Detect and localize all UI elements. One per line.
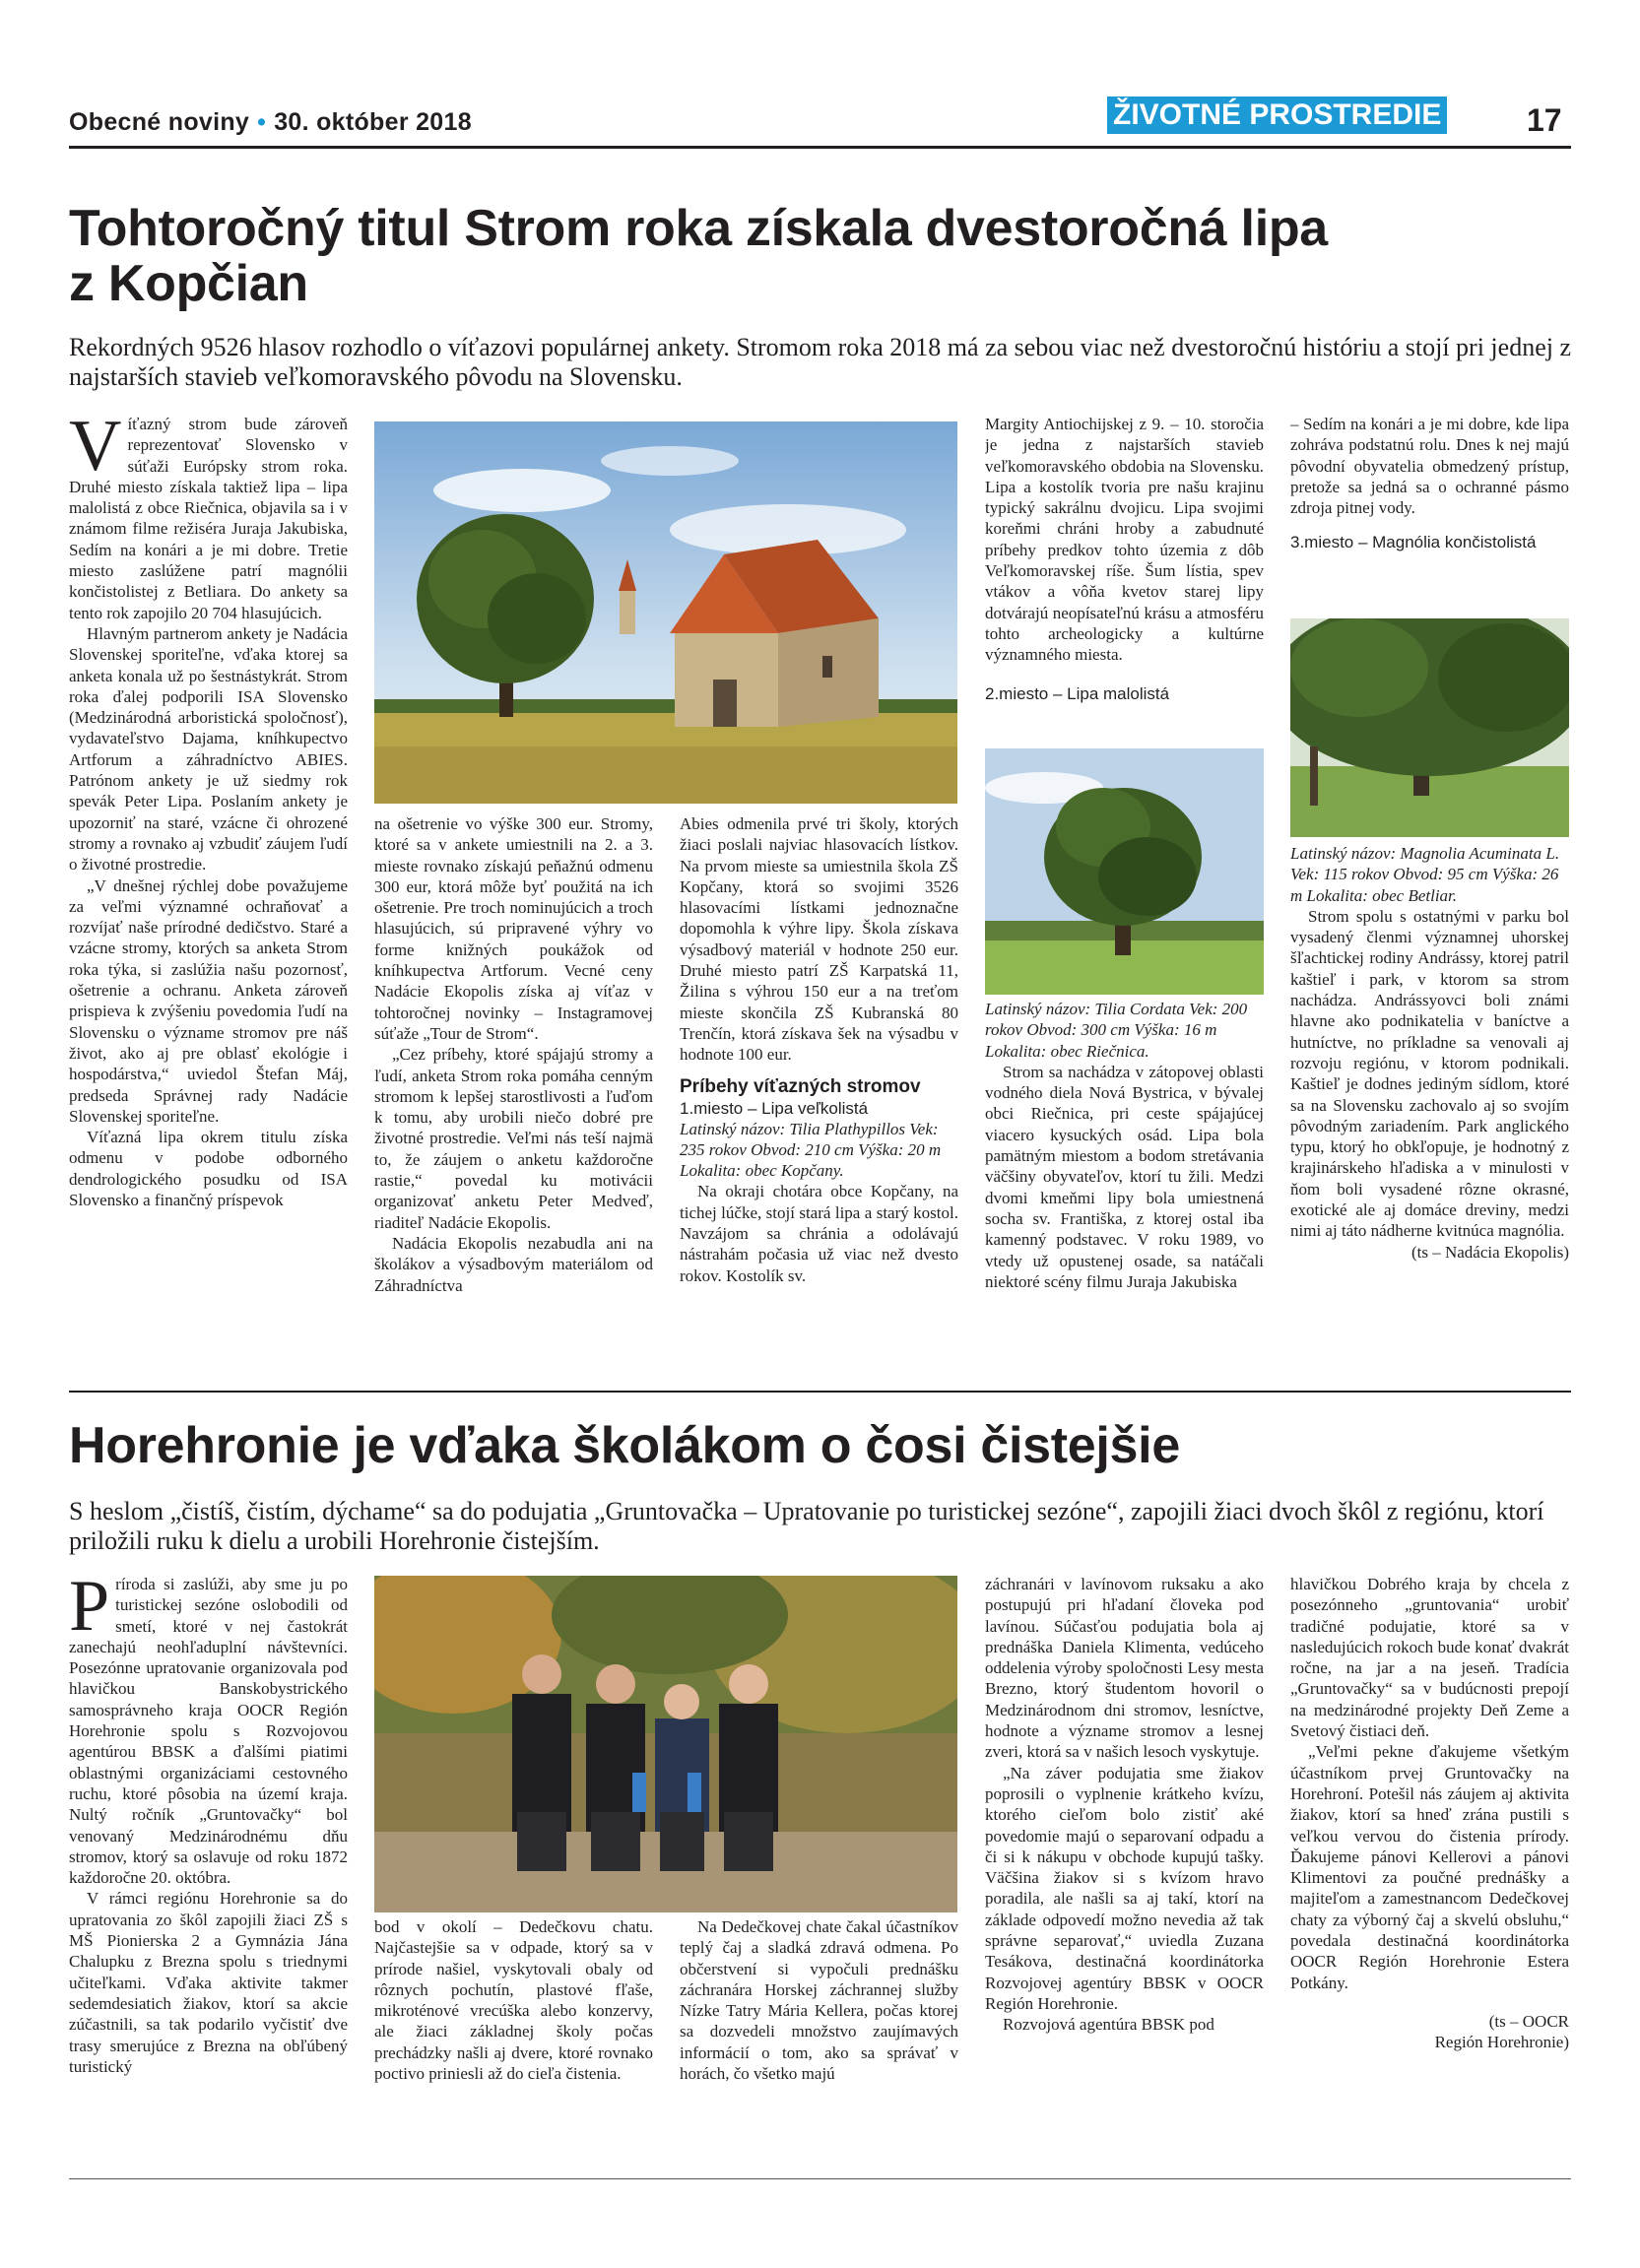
article2-column3 <box>680 1916 958 2165</box>
paragraph: Príroda si zaslúži, aby sme ju po turistickej sezóne oslobodili od smetí, ktoré v nej častokrát zanechajú neohľaduplní návštevníci. Posezónne upratovanie organizovala pod hlavičkou Banskobystrického samosprávneho kraja OOCR Región Horehronie spolu s Rozvojovou agentúrou BBSK a ďalšími piatimi oblastnými organizáciami cestovného ruchu, ktoré pôsobia na území kraja. Nultý ročník „Gruntovačky“ bol venovaný Medzinárodnému dňu stromov, ktorý sa oslavuje od roku 1872 každoročne 20. októbra. <box>69 1574 348 1888</box>
article2-lead: S heslom „čistíš, čistím, dýchame“ sa do podujatia „Gruntovačka – Upratovanie po turistickej sezóne“, zapojili žiaci dvoch škôl z regiónu, ktorí priložili ruku k dielu a urobili Horehronie čistejším. <box>69 1497 1544 1555</box>
page-number: 17 <box>1527 102 1562 138</box>
article1-column4-bottom <box>985 999 1264 1379</box>
paper-name: Obecné noviny <box>69 108 250 136</box>
linden-riecnica-photo <box>985 748 1264 995</box>
header-rule <box>69 146 1571 149</box>
paragraph: Na okraji chotára obce Kopčany, na tichej lúčke, stojí stará lipa a starý kostol. Navzájom sa chránia a odolávajú nástrahám počasia už viac než dvesto rokov. Kostolík sv. <box>680 1182 958 1285</box>
article2-headline: Horehronie je vďaka školákom o čosi čistejšie <box>69 1417 1180 1474</box>
paragraph: „Cez príbehy, ktoré spájajú stromy a ľudí, anketa Strom roka pomáha cenným stromom k lepšej starostlivosti a ľuďom k tomu, aby urobili niečo dobré pre životné prostredie. Veľmi nás teší najmä to, že záujem o anketu každoročne rastie,“ povedal ku motivácii organizovať anketu Peter Medveď, riaditeľ Nadácie Ekopolis. <box>374 1045 653 1232</box>
bottom-rule <box>69 2178 1571 2179</box>
credit: (ts – Nadácia Ekopolis) <box>1410 1242 1569 1262</box>
masthead <box>69 108 472 137</box>
separator-dot: • <box>257 108 267 136</box>
paragraph: Strom spolu s ostatnými v parku bol vysadený členmi významnej uhorskej šľachtickej rodiny Andrássy, ktorej patril kaštieľ i park, v ktorom sa strom nachádza. Andrássyovci boli známi hlavne ako podnikatelia v baníctve a hutníctve, no príkladne sa venovali aj rozvoju regiónu, v ktorom podnikali. Kaštieľ je dodnes jediným sídlom, ktoré sa na Slovensku zachovalo aj so svojím pôvodným zariadením. Park anglického typu, ktorý ho obkľopuje, je hodnotný z krajinárskeho hľadiska a v minulosti v ňom boli vysadené rôzne okrasné, exotické ale aj domáce dreviny, medzi nimi aj táto nádherne kvitnúca magnólia. <box>1290 906 1569 1241</box>
paragraph: hlavičkou Dobrého kraja by chcela z posezónneho „gruntovania“ urobiť tradičné podujatie, ktoré sa v nasledujúcich rokoch bude konať dvakrát ročne, na jar a na jeseň. Tradícia „Gruntovačky“ sa v budúcnosti prepojí na medzinárodné projekty Deň Zeme a Svetový čistiaci deň. <box>1290 1575 1569 1741</box>
paragraph: Víťazná lipa okrem titulu získa odmenu v podobe odborného dendrologického posudku od ISA Slovensko a finančný príspevok <box>69 1128 348 1209</box>
headline-line1: Tohtoročný titul Strom roka získala dvestoročná lipa <box>69 200 1328 257</box>
article1-headline <box>69 201 1546 311</box>
place-label-1: 1.miesto – Lipa veľkolistá <box>680 1098 869 1118</box>
article1-column4-top <box>985 414 1264 709</box>
tree-caption-2: Latinský názov: Tilia Cordata Vek: 200 rokov Obvod: 300 cm Výška: 16 m Lokalita: obec Riečnica. <box>985 1000 1248 1061</box>
paragraph: „Na záver podujatia sme žiakov poprosili o vyplnenie krátkeho kvízu, ktorého cieľom bolo zistiť aké povedomie majú o separovaní odpadu a či si k nákupu v obchode kupujú tašky. Väčšina žiakov si s kvízom hravo poradila, ale našli sa aj takí, ktorí na základe odpovedí možno nevedia až tak správne separovať,“ uviedla Zuzana Tesákova, destinačná koordinátorka Rozvojovej agentúry BBSK v OOCR Región Horehronie. <box>985 1763 1264 2013</box>
article1-column1 <box>69 414 348 1379</box>
article-separator <box>69 1391 1571 1393</box>
paragraph: „Veľmi pekne ďakujeme všetkým účastníkom prvej Gruntovačky na Horehroní. Potešil nás záujem aj aktivita žiakov, ktorí sa hneď zrána pustili s veľkou vervou do čistenia prírody. Ďakujeme pánovi Kellerovi a pánovi Klimentovi za poučné prednášky a majiteľom a zamestnancom Dedečkovej chaty za výborný čaj a skvelú obsluhu,“ povedala destinačná koordinátorka OOCR Región Horehronie Estera Potkány. <box>1290 1742 1569 1992</box>
article1-column3 <box>680 813 958 1379</box>
paragraph: V rámci regiónu Horehronie sa do upratovania zo škôl zapojili žiaci ZŠ s MŠ Pionierska 2 a Gymnázia Jána Chalupku z Brezna spolu s triednymi učiteľkami. Vďaka aktivite takmer sedemdesiatich žiakov, ktorí sa akcie zúčastnili, sa tak podarilo vyčistiť dve trasy smerujúce z Brezna na obľúbený turistický <box>69 1889 348 2076</box>
paragraph: Nadácia Ekopolis nezabudla ani na školákov a výsadbovým materiálom od Záhradníctva <box>374 1233 653 1295</box>
article2-column2 <box>374 1916 653 2165</box>
subheading: Príbehy víťazných stromov <box>680 1075 921 1097</box>
article1-column2 <box>374 813 653 1379</box>
paragraph: Margity Antiochijskej z 9. – 10. storočia je jedna z najstarších stavieb veľkomoravského obdobia na Slovensku. Lipa a kostolík tvoria pre našu krajinu typický sakrálnu dvojicu. Lipa svojimi koreňmi chráni hroby a zabudnuté príbehy predkov tohto územia z dôb Veľkomoravskej ríše. Šum lístia, spev vtákov a vôňa kvetov starej lipy dotvárajú neopísateľnú krásu a atmosféru tohto archeologicky a kultúrne významného miesta. <box>985 415 1264 665</box>
article2-column1 <box>69 1574 348 2165</box>
paragraph: bod v okolí – Dedečkovu chatu. Najčastejšie sa v odpade, ktorý sa v prírode našiel, vyskytovali obaly od rôznych pochutín, plastové fľaše, mikroténové vrecúška alebo konzervy, ale žiaci základnej školy počas prechádzky našli aj dvere, ktoré rovnako poctivo priniesli až do cieľa čistenia. <box>374 1917 653 2084</box>
paragraph: Víťazný strom bude zároveň reprezentovať Slovensko v súťaži Európsky strom roka. Druhé miesto získala taktiež lipa – lipa malolistá z obce Riečnica, objavila sa i v známom filme režiséra Juraja Jakubiska, Sedím na konári a je mi dobre. Tretie miesto zaslúžene patrí magnólii končistolistej z Betliara. Do ankety sa tento rok zapojilo 20 704 hlasujúcich. <box>69 414 348 622</box>
dropcap: V <box>69 414 122 486</box>
tree-caption-1: Latinský názov: Tilia Plathypillos Vek: 235 rokov Obvod: 210 cm Výška: 20 m Lokalita: obec Kopčany. <box>680 1119 942 1181</box>
paragraph: Rozvojová agentúra BBSK pod <box>1003 2015 1214 2035</box>
tree-caption-3: Latinský názov: Magnolia Acuminata L. Vek: 115 rokov Obvod: 95 cm Výška: 26 m Lokalita: obec Betliar. <box>1290 844 1560 905</box>
dropcap: P <box>69 1574 110 1647</box>
article1-column5-bottom <box>1290 843 1569 1379</box>
paragraph: Hlavným partnerom ankety je Nadácia Slovenskej sporiteľne, vďaka ktorej sa anketa konala už po šestnástykrát. Strom roka ďalej podporili ISA Slovensko (Medzinárodná arboristická spoločnosť), vydavateľstvo Dajama, kníhkupectvo Artforum a záhradníctvo ABIES. Patrónom ankety je už siedmy rok spevák Peter Lipa. Poslaním ankety je upozorniť na staré, vzácne či ohrozené stromy a rovnako aj vzbudiť záujem ľudí o životné prostredie. <box>69 623 348 875</box>
paragraph: Strom sa nachádza v zátopovej oblasti vodného diela Nová Bystrica, v bývalej obci Riečnica, pri ceste spájajúcej viacero kysuckých osád. Lipa bola pamätným miestom a bodom stretávania väčšiny obyvateľov, ktorí tu žili. Medzi dvomi kmeňmi lipy bola umiestnená socha sv. Františka, z ktorej ostal iba kamenný podstavec. V roku 1989, vo vtedy už opustenej osade, sa natáčali niektoré scény filmu Juraja Jakubiska <box>985 1062 1264 1291</box>
place-label-3: 3.miesto – Magnólia končistolistá <box>1290 533 1537 552</box>
paragraph: – Sedím na konári a je mi dobre, kde lipa zohráva podstatnú rolu. Dnes k nej majú pôvodní obyvatelia obmedzený prístup, pretože sa jedná sa o ochranné pásmo zdroja pitnej vody. <box>1290 415 1569 518</box>
church-linden-photo <box>374 421 957 804</box>
paragraph: Abies odmenila prvé tri školy, ktorých žiaci poslali najviac hlasovacích lístkov. Na prvom mieste sa umiestnila škola ZŠ Kopčany, ktorá so svojimi 3526 hlasovacími lístkami jednoznačne dopomohla k výhre lipy. Škola získava výsadbový materiál v hodnote 250 eur. Druhé miesto patrí ZŠ Karpatská 11, Žilina s výhrou 150 eur a na treťom mieste skončila ZŠ Kubranská 80 Trenčín, ktorá získava šek na výsadbu v hodnote 100 eur. <box>680 814 958 1065</box>
issue-date: 30. október 2018 <box>274 108 472 136</box>
magnolia-betliar-photo <box>1290 618 1569 837</box>
credit-line2: Región Horehronie) <box>1434 2033 1569 2052</box>
students-group-photo <box>374 1576 957 1912</box>
credit-line1: (ts – OOCR <box>1488 2011 1569 2031</box>
article2-column5 <box>1290 1574 1569 2165</box>
paragraph: Na Dedečkovej chate čakal účastníkov teplý čaj a sladká zdravá odmena. Po občerstvení si vypočuli prednášku záchranára Horskej záchrannej služby Nízke Tatry Mária Kellera, počas ktorej sa dozvedeli množstvo zaujímavých informácií o tom, ako sa správať v horách, čo všetko majú <box>680 1917 958 2084</box>
article2-column4 <box>985 1574 1264 2165</box>
section-label: ŽIVOTNÉ PROSTREDIE <box>1107 97 1447 134</box>
article1-column5-top <box>1290 414 1569 620</box>
paragraph: „V dnešnej rýchlej dobe považujeme za veľmi významné ochraňovať a rozvíjať naše prírodné dedičstvo. Staré a vzácne stromy, ktorých sa anketa Strom roka týka, si zaslúžia našu pozornosť, ošetrenie a ochranu. Anketa zároveň prispieva k zvýšeniu povedomia ľudí na Slovensku o význame stromov pre náš život, ako aj pre oblasť ekológie i hospodárstva,“ uviedol Štefan Máj, predseda Správnej rady Nadácie Slovenskej sporiteľne. <box>69 875 348 1126</box>
article1-lead: Rekordných 9526 hlasov rozhodlo o víťazovi populárnej ankety. Stromom roka 2018 má za sebou viac než dvestoročnú históriu a stojí pri jednej z najstarších stavieb veľkomoravského pôvodu na Slovensku. <box>69 333 1571 391</box>
paragraph: záchranári v lavínovom ruksaku a ako postupujú pri hľadaní človeka pod lavínou. Súčasťou podujatia bola aj prednáška Daniela Klimenta, vedúceho oddelenia výroby spoločnosti Lesy mesta Brezno, ktorý študentom hovoril o Medzinárodnom dni stromov, lesníctve, hodnote a význame stromov a lesnej zveri, ktorá sa v našich lesoch vyskytuje. <box>985 1575 1264 1762</box>
place-label-2: 2.miesto – Lipa malolistá <box>985 683 1170 703</box>
paragraph: na ošetrenie vo výške 300 eur. Stromy, ktoré sa v ankete umiestnili na 2. a 3. mieste rovnako získajú peňažnú odmenu 300 eur, ktorá môže byť použitá na ich ošetrenie. Pre troch nominujúcich a troch hlasujúcich, sú pripravené výhry vo forme knižných poukážok od kníhkupectva Artforum. Vecné ceny Nadácie Ekopolis získa aj víťaz v tohtoročnej novinky – Instagramovej súťaže „Tour de Strom“. <box>374 814 653 1043</box>
headline-line2: z Kopčian <box>69 255 308 312</box>
